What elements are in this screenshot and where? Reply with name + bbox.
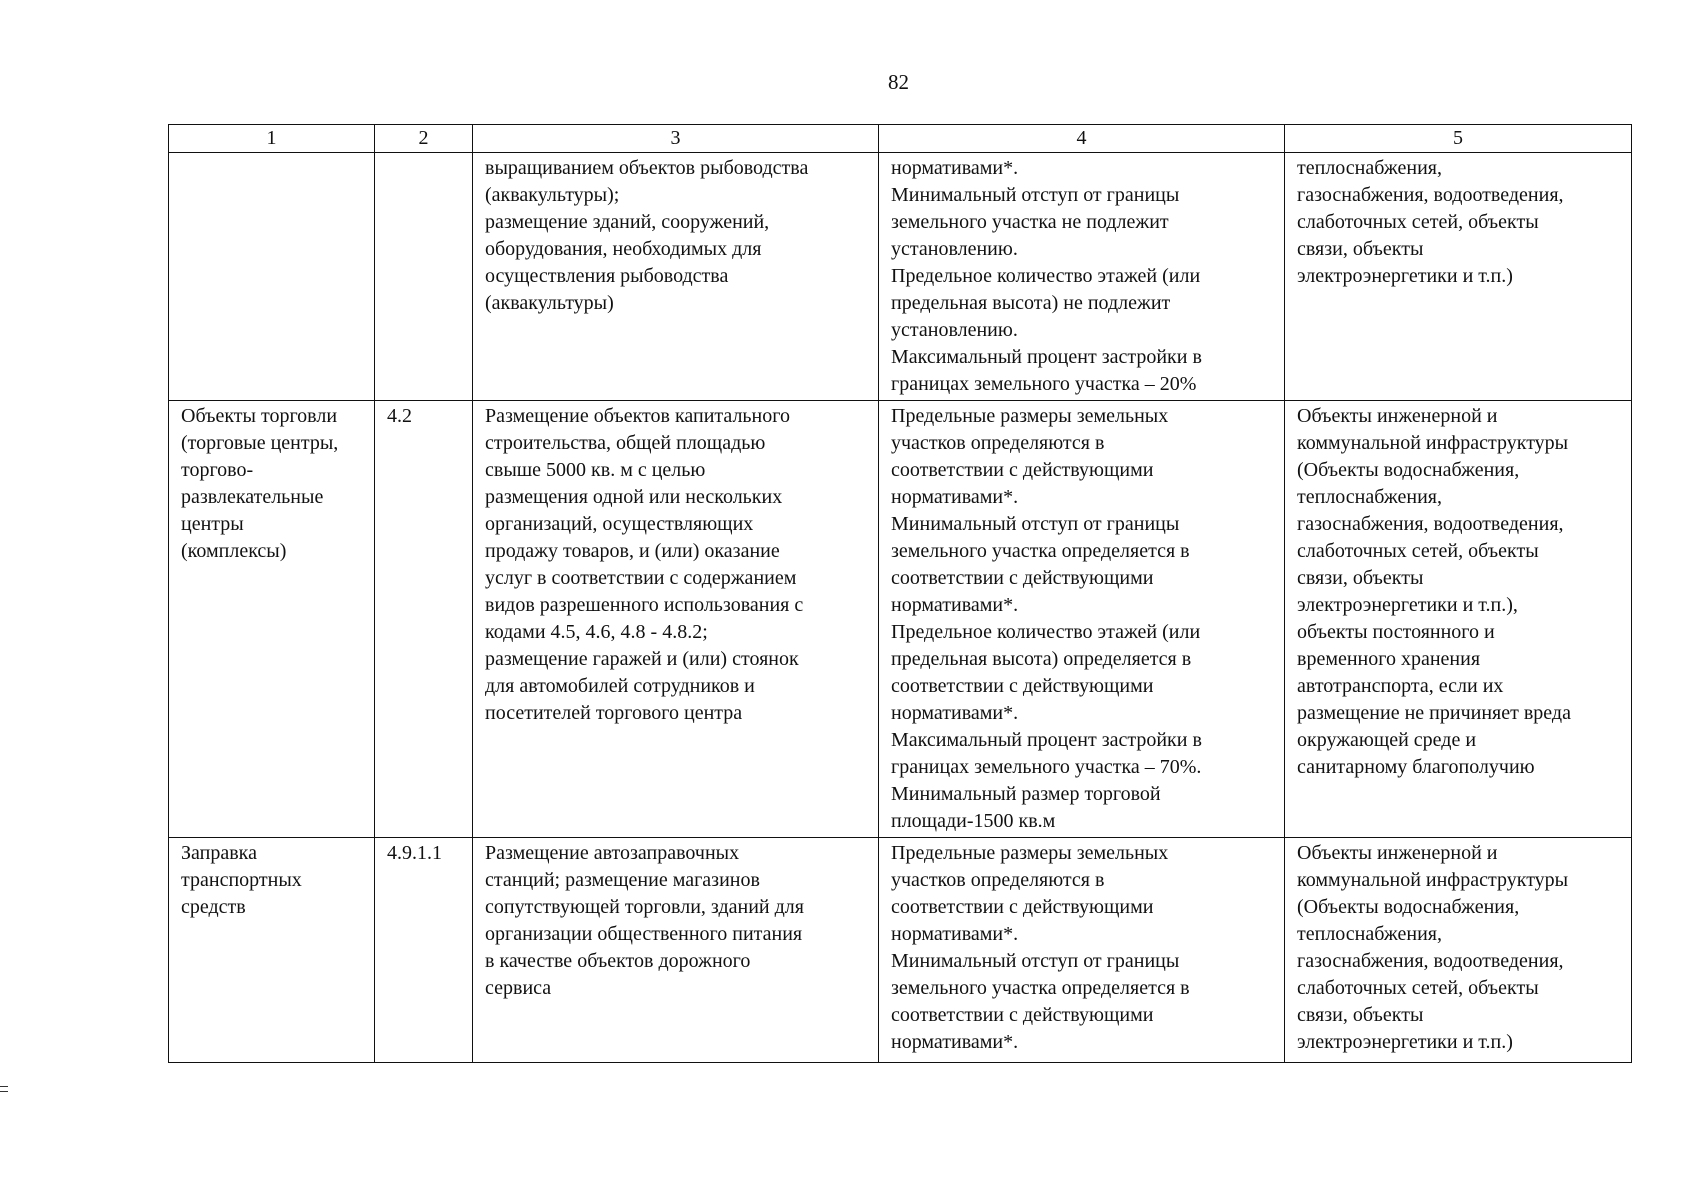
use-code-cell — [375, 153, 473, 401]
auxiliary-uses-cell: теплоснабжения, газоснабжения, водоотведения, слаботочных сетей, объекты связи, объекты электроэнергетики и т.п.) — [1285, 153, 1632, 401]
table-row — [169, 401, 1632, 838]
auxiliary-uses-cell: Объекты инженерной и коммунальной инфраструктуры (Объекты водоснабжения, теплоснабжения, газоснабжения, водоотведения, слаботочных сетей, объекты связи, объекты электроэнергетики и т.п.), объекты постоянного и временного хранения автотранспорта, если их размещение не причиняет вреда окружающей среде и санитарному благополучию — [1285, 401, 1632, 838]
use-type-name-cell: Объекты торговли (торговые центры, торгово- развлекательные центры (комплексы) — [169, 401, 375, 838]
table-row — [169, 153, 1632, 401]
building-parameters-cell: Предельные размеры земельных участков определяются в соответствии с действующими нормативами*. Минимальный отступ от границы земельного участка определяется в соответствии с действующими нормативами*. — [879, 838, 1285, 1063]
use-description-cell: выращиванием объектов рыбоводства (аквакультуры); размещение зданий, сооружений, оборудования, необходимых для осуществления рыбоводства (аквакультуры) — [473, 153, 879, 401]
use-type-name-cell: Заправка транспортных средств — [169, 838, 375, 1063]
building-parameters-cell: Предельные размеры земельных участков определяются в соответствии с действующими нормативами*. Минимальный отступ от границы земельного участка определяется в соответствии с действующими нормативами*. Предельное количество этажей (или предельная высота) определяется в соответствии с действующими нормативами*. Максимальный процент застройки в границах земельного участка – 70%. Минимальный размер торговой площади-1500 кв.м — [879, 401, 1285, 838]
scan-edge-mark — [0, 1086, 8, 1092]
column-header-5: 5 — [1285, 125, 1632, 153]
use-code-cell: 4.2 — [375, 401, 473, 838]
use-description-cell: Размещение объектов капитального строительства, общей площадью свыше 5000 кв. м с целью размещения одной или нескольких организаций, осуществляющих продажу товаров, и (или) оказание услуг в соответствии с содержанием видов разрешенного использования с кодами 4.5, 4.6, 4.8 - 4.8.2; размещение гаражей и (или) стоянок для автомобилей сотрудников и посетителей торгового центра — [473, 401, 879, 838]
use-type-name-cell — [169, 153, 375, 401]
column-header-3: 3 — [473, 125, 879, 153]
page-number: 82 — [888, 70, 909, 94]
column-header-1: 1 — [169, 125, 375, 153]
land-use-table — [168, 124, 1632, 1063]
use-description-cell: Размещение автозаправочных станций; размещение магазинов сопутствующей торговли, зданий для организации общественного питания в качестве объектов дорожного сервиса — [473, 838, 879, 1063]
building-parameters-cell: нормативами*. Минимальный отступ от границы земельного участка не подлежит установлению. Предельное количество этажей (или предельная высота) не подлежит установлению. Максимальный процент застройки в границах земельного участка – 20% — [879, 153, 1285, 401]
column-header-2: 2 — [375, 125, 473, 153]
auxiliary-uses-cell: Объекты инженерной и коммунальной инфраструктуры (Объекты водоснабжения, теплоснабжения, газоснабжения, водоотведения, слаботочных сетей, объекты связи, объекты электроэнергетики и т.п.) — [1285, 838, 1632, 1063]
table-row — [169, 838, 1632, 1063]
table-header-row — [169, 125, 1632, 153]
use-code-cell: 4.9.1.1 — [375, 838, 473, 1063]
column-header-4: 4 — [879, 125, 1285, 153]
